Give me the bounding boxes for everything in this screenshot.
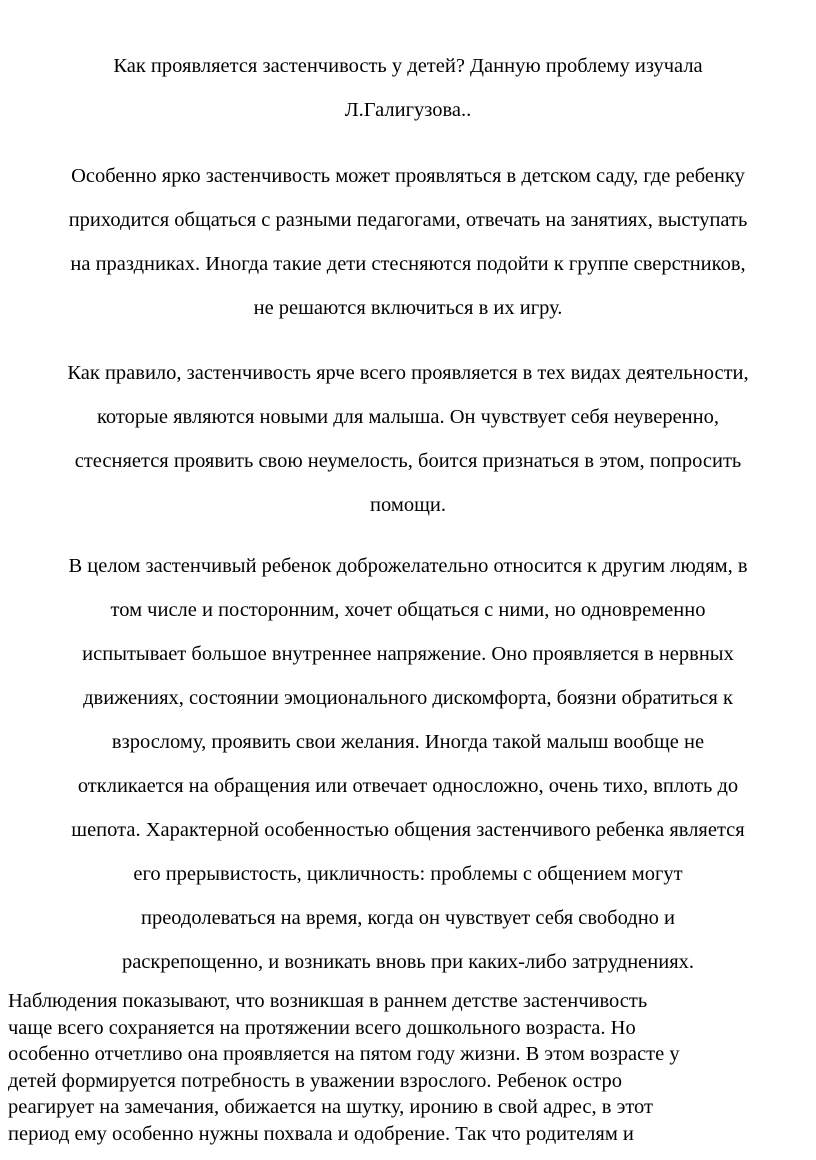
text-line: Как проявляется застенчивость у детей? Данную проблему изучала <box>113 55 703 77</box>
text-line: движениях, состоянии эмоционального дискомфорта, боязни обратиться к <box>83 687 733 709</box>
text-line: не решаются включиться в их игру. <box>253 297 563 319</box>
text-line: взрослому, проявить свои желания. Иногда такой малыш вообще не <box>111 731 705 753</box>
text-line: откликается на обращения или отвечает односложно, очень тихо, вплоть до <box>77 775 739 797</box>
text-line: чаще всего сохраняется на протяжении всего дошкольного возраста. Но <box>8 1016 636 1039</box>
text-line: детей формируется потребность в уважении взрослого. Ребенок остро <box>8 1069 622 1092</box>
text-line: на праздниках. Иногда такие дети стесняются подойти к группе сверстников, <box>70 253 746 275</box>
text-line: испытывает большое внутреннее напряжение. Оно проявляется в нервных <box>82 643 734 665</box>
text-line: его прерывистость, цикличность: проблемы с общением могут <box>133 863 683 885</box>
text-line: Особенно ярко застенчивость может проявляться в детском саду, где ребенку <box>71 165 745 187</box>
text-line: которые являются новыми для малыша. Он чувствует себя неуверенно, <box>97 406 719 428</box>
text-line: особенно отчетливо она проявляется на пятом году жизни. В этом возрасте у <box>8 1043 680 1065</box>
paragraph-observations <box>8 988 816 1147</box>
paragraph-inner-tension <box>0 544 816 984</box>
paragraph-kindergarten <box>0 154 816 330</box>
text-line: помощи. <box>370 494 446 516</box>
text-line: приходится общаться с разными педагогами, отвечать на занятиях, выступать <box>68 209 748 231</box>
text-line: период ему особенно нужны похвала и одобрение. Так что родителям и <box>8 1122 634 1145</box>
paragraph-intro <box>0 44 816 132</box>
text-line: реагирует на замечания, обижается на шутку, иронию в свой адрес, в этот <box>8 1096 653 1118</box>
text-line: том числе и посторонним, хочет общаться с ними, но одновременно <box>110 599 706 621</box>
text-line: шепота. Характерной особенностью общения застенчивого ребенка является <box>71 819 745 841</box>
text-line: раскрепощенно, и возникать вновь при каких-либо затруднениях. <box>121 951 695 973</box>
text-line: Наблюдения показывают, что возникшая в раннем детстве застенчивость <box>8 990 648 1012</box>
text-line: Л.Галигузова.. <box>344 99 472 121</box>
text-line: Как правило, застенчивость ярче всего проявляется в тех видах деятельности, <box>67 362 749 384</box>
text-line: стесняется проявить свою неумелость, боится признаться в этом, попросить <box>74 450 742 472</box>
text-line: В целом застенчивый ребенок доброжелательно относится к другим людям, в <box>68 555 748 577</box>
text-line: преодолеваться на время, когда он чувствует себя свободно и <box>140 907 676 929</box>
paragraph-new-activities <box>0 351 816 527</box>
